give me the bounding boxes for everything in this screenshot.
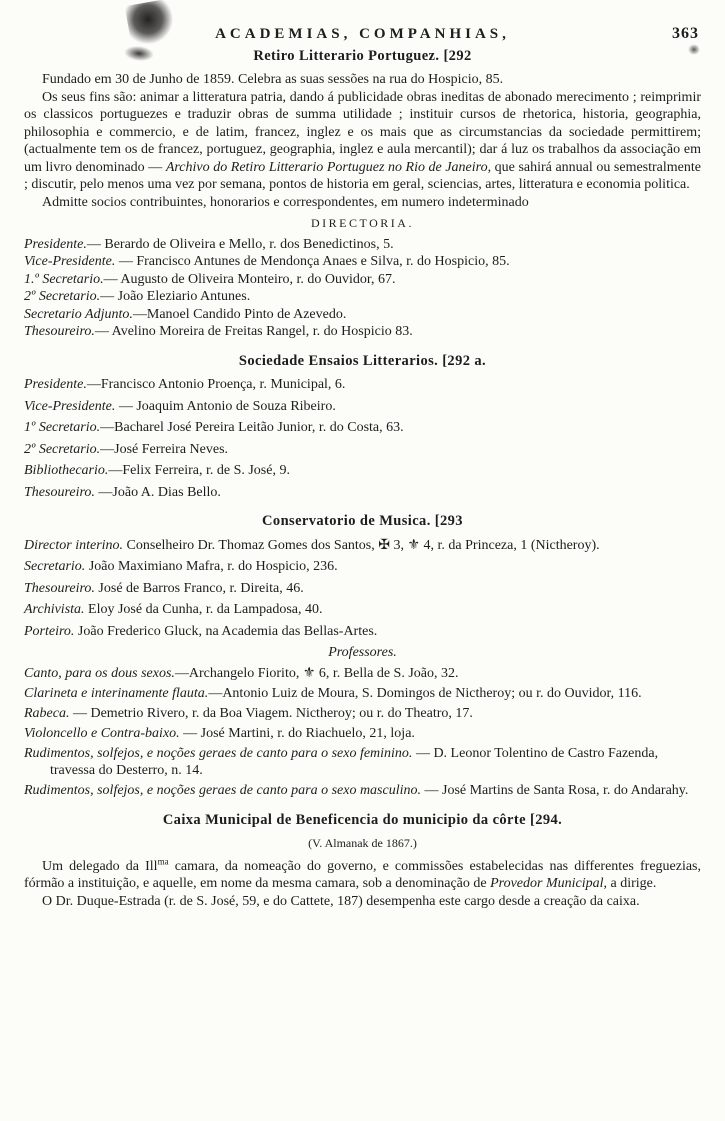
entry-text: — João Eleziario Antunes. bbox=[100, 289, 251, 304]
professor-entry bbox=[24, 745, 701, 780]
entry-role: Presidente. bbox=[24, 236, 87, 252]
directoria-heading: DIRECTORIA. bbox=[311, 216, 414, 230]
paragraph-fins bbox=[24, 89, 701, 194]
entry-text: — Demetrio Rivero, r. da Boa Viagem. Nictheroy; ou r. do Theatro, 17. bbox=[69, 705, 473, 721]
entry-text: — Joaquim Antonio de Souza Ribeiro. bbox=[115, 398, 336, 414]
entry-role: Thesoureiro. bbox=[24, 580, 95, 596]
text: , a dirige. bbox=[603, 876, 657, 891]
paragraph-admitte: Admitte socios contribuintes, honorarios e correspondentes, em numero indeterminado bbox=[42, 194, 529, 210]
entry-role: Vice-Presidente. bbox=[24, 398, 116, 414]
entry-text: —Bacharel José Pereira Leitão Junior, r. do Costa, 63. bbox=[100, 420, 404, 435]
entry-text: — José Martini, r. do Riachuelo, 21, loja. bbox=[179, 725, 415, 741]
directory-entry bbox=[24, 253, 701, 271]
entry-role: Thesoureiro. bbox=[24, 324, 95, 339]
section-subtitle: (V. Almanak de 1867.) bbox=[308, 836, 417, 850]
entry-role: 1º Secretario. bbox=[24, 420, 101, 435]
paragraph-duque-estrada: O Dr. Duque-Estrada (r. de S. José, 59, e do Cattete, 187) desempenha este cargo desde a creação da caixa. bbox=[42, 893, 640, 909]
directory-entry bbox=[24, 441, 701, 459]
sociedade-list bbox=[24, 376, 701, 501]
directory-entry bbox=[24, 419, 701, 437]
entry-text: Conselheiro Dr. Thomaz Gomes dos Santos, ✠ 3, ⚜ 4, r. da Princeza, 1 (Nictheroy). bbox=[123, 537, 600, 553]
directoria-list bbox=[24, 236, 701, 341]
entry-text: — José Martins de Santa Rosa, r. do Andarahy. bbox=[421, 783, 689, 798]
directory-entry bbox=[24, 376, 701, 394]
professor-entry bbox=[24, 685, 701, 703]
professor-entry bbox=[24, 782, 701, 800]
directory-entry bbox=[24, 306, 701, 324]
entry-text: —José Ferreira Neves. bbox=[100, 441, 229, 457]
entry-text: —Archangelo Fiorito, ⚜ 6, r. Bella de S. João, 32. bbox=[174, 665, 459, 681]
entry-role: Rudimentos, solfejos, e noções geraes de canto para o sexo feminino. bbox=[24, 745, 413, 761]
professor-entry bbox=[24, 665, 701, 683]
directory-entry bbox=[24, 623, 701, 641]
page-number: 363 bbox=[672, 25, 699, 42]
entry-role: Violoncello e Contra-baixo. bbox=[24, 725, 180, 741]
entry-text: João Frederico Gluck, na Academia das Bellas-Artes. bbox=[74, 623, 378, 639]
section-title: Caixa Municipal de Beneficencia do municipio da côrte [294. bbox=[162, 811, 563, 828]
entry-role: Archivista. bbox=[24, 602, 85, 617]
entry-role: Thesoureiro. bbox=[24, 484, 95, 500]
directory-entry bbox=[24, 462, 701, 480]
running-title: ACADEMIAS, COMPANHIAS, bbox=[215, 26, 510, 42]
paragraph-delegado bbox=[24, 855, 702, 893]
paragraph-fundado: Fundado em 30 de Junho de 1859. Celebra as suas sessões na rua do Hospicio, 85. bbox=[42, 72, 504, 87]
directory-entry bbox=[24, 601, 701, 619]
entry-role: 2º Secretario. bbox=[24, 289, 101, 304]
entry-role: Presidente. bbox=[24, 377, 87, 392]
directory-entry bbox=[24, 271, 701, 289]
conservatorio-list bbox=[24, 537, 701, 641]
entry-role: Bibliothecario. bbox=[24, 463, 109, 478]
section-caixa-municipal bbox=[24, 812, 701, 911]
directory-entry bbox=[24, 288, 701, 306]
section-title: Sociedade Ensaios Litterarios. [292 a. bbox=[238, 352, 487, 369]
superscript: ma bbox=[157, 855, 169, 866]
entry-text: —Manoel Candido Pinto de Azevedo. bbox=[132, 306, 347, 322]
text: Os seus fins são: animar a litteratura patria, dando á publicidade obras ineditas de abonado merecimento ; reimprimir os classicos portuguezes e traduzir obras de summa utilidade ; instituir cursos de rhetorica, historia, geographia, philosophia e commercio, e de latim, francez, inglez e os mais que as circumstancias da sociedade permittirem; (actualmente tem os de francez, portuguez, geographia, inglez e aula mercantil); dar á luz os trabalhos da associação em um livro denominado — bbox=[24, 89, 701, 175]
entry-role: Rudimentos, solfejos, e noções geraes de canto para o sexo masculino. bbox=[24, 783, 421, 798]
entry-text: José de Barros Franco, r. Direita, 46. bbox=[94, 580, 304, 596]
entry-role: Rabeca. bbox=[24, 705, 70, 721]
section-conservatorio bbox=[24, 513, 701, 800]
running-head bbox=[24, 26, 701, 44]
directory-entry bbox=[24, 398, 701, 416]
entry-text: —Antonio Luiz de Moura, S. Domingos de Nictheroy; ou r. do Ouvidor, 116. bbox=[208, 685, 642, 701]
section-sociedade-ensaios bbox=[24, 353, 701, 502]
entry-role: Director interino. bbox=[24, 537, 124, 553]
professor-entry bbox=[24, 725, 701, 743]
entry-role: Clarineta e interinamente flauta. bbox=[24, 685, 209, 701]
directory-entry bbox=[24, 537, 701, 555]
directory-entry bbox=[24, 558, 701, 576]
text: Um delegado da Ill bbox=[42, 858, 158, 874]
directory-entry bbox=[24, 580, 701, 598]
entry-role: Secretario. bbox=[24, 559, 86, 574]
entry-text: —Felix Ferreira, r. de S. José, 9. bbox=[108, 463, 290, 478]
entry-role: Canto, para os dous sexos. bbox=[24, 665, 175, 681]
directory-entry bbox=[24, 323, 701, 341]
entry-text: João Maximiano Mafra, r. do Hospicio, 236. bbox=[85, 559, 338, 574]
entry-role: 2º Secretario. bbox=[24, 441, 101, 457]
entry-text: — Avelino Moreira de Freitas Rangel, r. do Hospicio 83. bbox=[94, 324, 413, 339]
professores-heading: Professores. bbox=[328, 645, 397, 660]
entry-role: Secretario Adjunto. bbox=[24, 306, 133, 322]
entry-role: Vice-Presidente. bbox=[24, 254, 116, 269]
italic-text: Archivo do Retiro Litterario Portuguez no Rio de Janeiro bbox=[165, 159, 488, 175]
section-title: Conservatorio de Musica. [293 bbox=[262, 513, 463, 529]
entry-text: — D. Leonor Tolentino de Castro Fazenda, travessa do Desterro, n. 14. bbox=[50, 745, 659, 778]
entry-role: 1.º Secretario. bbox=[24, 271, 104, 287]
entry-text: — Augusto de Oliveira Monteiro, r. do Ouvidor, 67. bbox=[103, 271, 396, 287]
directory-entry bbox=[24, 484, 701, 502]
directory-entry bbox=[24, 236, 701, 254]
entry-text: — Berardo de Oliveira e Mello, r. dos Benedictinos, 5. bbox=[86, 236, 394, 252]
text: , que sahirá annual ou semestralmente ; discutir, pelo menos uma vez por semana, pontos de historia em geral, sciencias, artes, litteratura e economia politica. bbox=[24, 159, 701, 192]
text: camara, da nomeação do governo, e commissões estabelecidas nas differentes freguezias, fórmão a instituição, e aquelle, em nome da mesma camara, sob a denominação de bbox=[24, 858, 702, 891]
entry-role: Porteiro. bbox=[24, 623, 75, 639]
entry-text: Eloy José da Cunha, r. da Lampadosa, 40. bbox=[84, 602, 323, 617]
entry-text: —João A. Dias Bello. bbox=[94, 484, 221, 500]
professor-entry bbox=[24, 705, 701, 723]
entry-text: —Francisco Antonio Proença, r. Municipal, 6. bbox=[86, 377, 346, 392]
italic-text: Provedor Municipal bbox=[490, 876, 604, 891]
professores-list bbox=[24, 665, 701, 800]
entry-text: — Francisco Antunes de Mendonça Anaes e Silva, r. do Hospicio, 85. bbox=[115, 254, 510, 269]
section-title: Retiro Litterario Portuguez. [292 bbox=[253, 47, 472, 64]
section-retiro-litterario bbox=[24, 48, 701, 341]
